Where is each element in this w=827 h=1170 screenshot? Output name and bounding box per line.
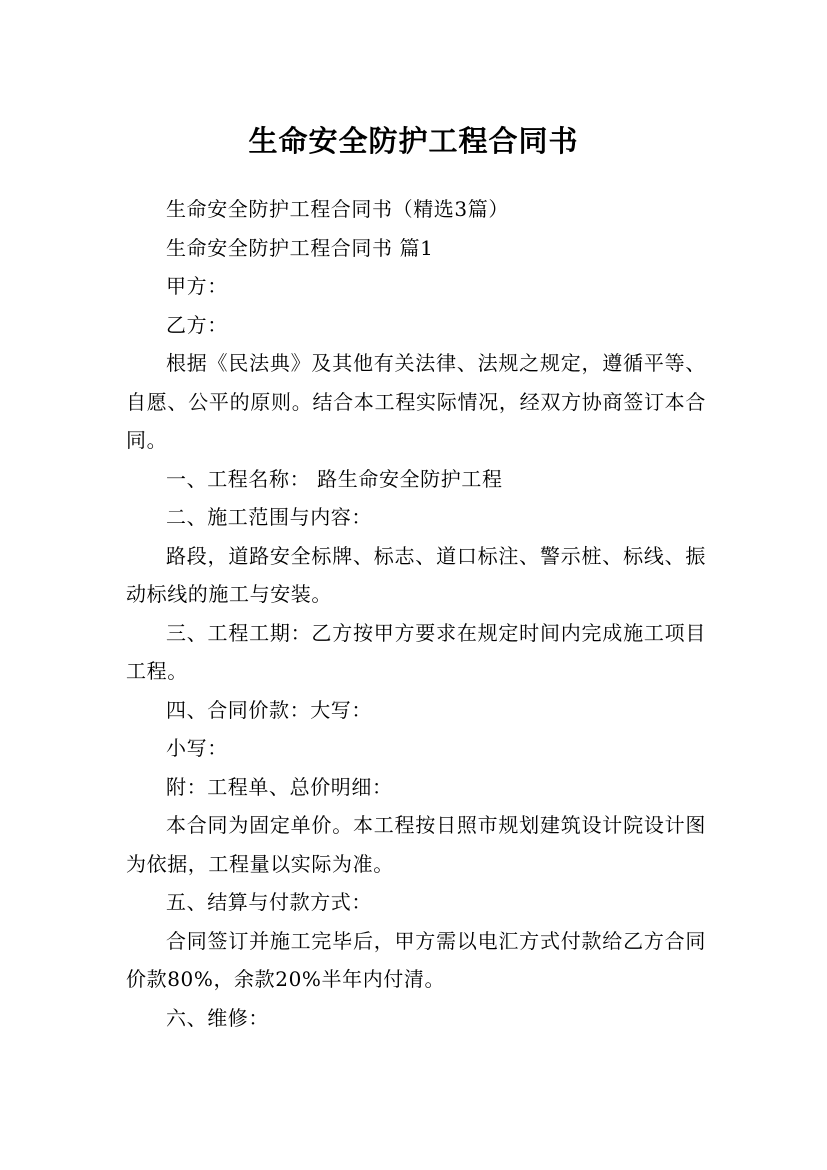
clause-settlement-content: 合同签订并施工完毕后，甲方需以电汇方式付款给乙方合同价款80%，余款20%半年内付清。 (126, 928, 706, 991)
preamble-paragraph: 根据《民法典》及其他有关法律、法规之规定，遵循平等、自愿、公平的原则。结合本工程实际情况，经双方协商签订本合同。 (126, 351, 706, 452)
document-body (126, 190, 706, 1037)
party-a-line: 甲方： (166, 274, 228, 298)
subtitle-selection: 生命安全防护工程合同书（精选3篇） (166, 197, 509, 221)
clause-scope-content: 路段，道路安全标牌、标志、道口标注、警示桩、标线、振动标线的施工与安装。 (126, 543, 706, 606)
clause-maintenance-heading: 六、维修： (166, 1005, 269, 1030)
clause-attachment: 附：工程单、总价明细： (166, 774, 393, 799)
section-heading-part1: 生命安全防护工程合同书 篇1 (166, 235, 434, 260)
clause-price-uppercase: 四、合同价款：大写： (166, 697, 372, 722)
clause-scope-heading: 二、施工范围与内容： (166, 505, 372, 529)
party-b-line: 乙方： (166, 312, 228, 337)
clause-price-lowercase: 小写： (166, 736, 228, 760)
clause-project-name: 一、工程名称： 路生命安全防护工程 (166, 466, 503, 491)
clause-settlement-heading: 五、结算与付款方式： (166, 890, 372, 914)
clause-unit-price: 本合同为固定单价。本工程按日照市规划建筑设计院设计图为依据，工程量以实际为准。 (126, 813, 706, 876)
document-title: 生命安全防护工程合同书 (248, 124, 579, 159)
clause-schedule: 三、工程工期：乙方按甲方要求在规定时间内完成施工项目工程。 (126, 620, 706, 683)
